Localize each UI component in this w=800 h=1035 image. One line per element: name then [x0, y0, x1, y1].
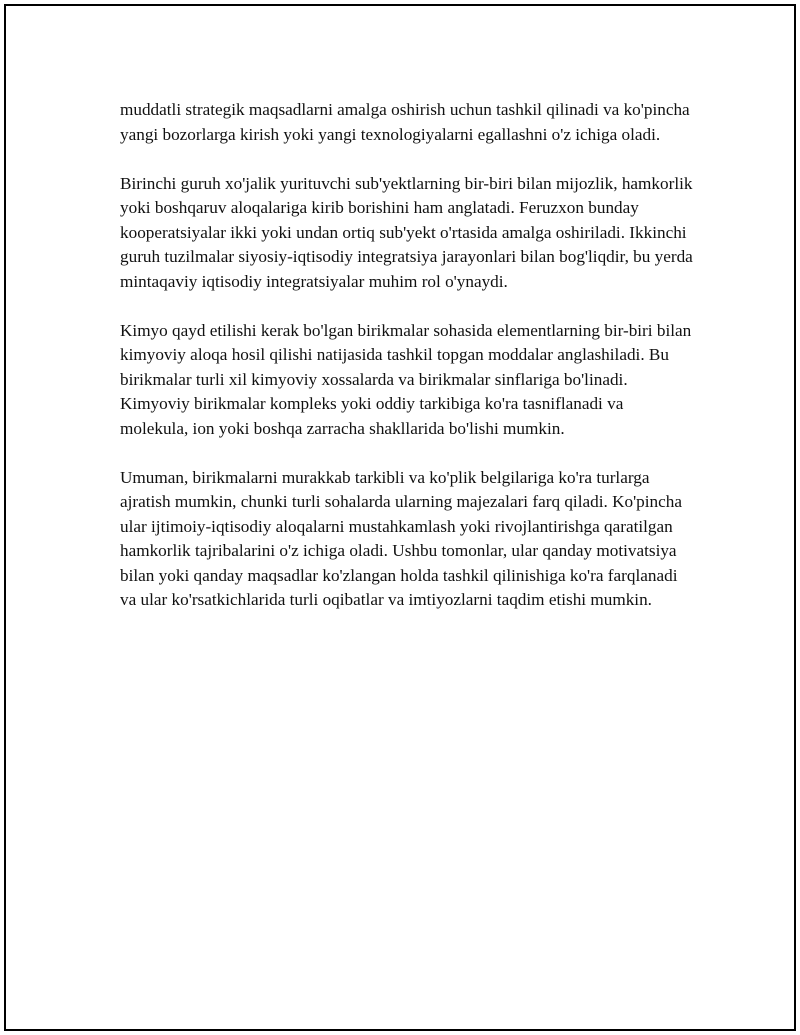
- paragraph: Kimyo qayd etilishi kerak bo'lgan birikmalar sohasida elementlarning bir-biri bilan kimyoviy aloqa hosil qilishi natijasida tashkil topgan moddalar anglashiladi. Bu birikmalar turli xil kimyoviy xossalarda va birikmalar sinflariga bo'linadi. Kimyoviy birikmalar kompleks yoki oddiy tarkibiga ko'ra tasniflanadi va molekula, ion yoki boshqa zarracha shakllarida bo'lishi mumkin.: [120, 320, 692, 438]
- document-page: [4, 4, 796, 1031]
- paragraph: Umuman, birikmalarni murakkab tarkibli va ko'plik belgilariga ko'ra turlarga ajratish mumkin, chunki turli sohalarda ularning majezalari farq qiladi. Ko'pincha ular ijtimoiy-iqtisodiy aloqalarni mustahkamlash yoki rivojlantirishga qaratilgan hamkorlik tajribalarini o'z ichiga oladi. Ushbu tomonlar, ular qanday motivatsiya bilan yoki qanday maqsadlar ko'zlangan holda tashkil qilinishiga ko'ra farqlanadi va ular ko'rsatkichlarida turli oqibatlar va imtiyozlarni taqdim etishi mumkin.: [120, 467, 682, 609]
- document-body: [120, 98, 695, 637]
- paragraph: Birinchi guruh xo'jalik yurituvchi sub'yektlarning bir-biri bilan mijozlik, hamkorlik yoki boshqaruv aloqalariga kirib borishini ham anglatadi. Feruzxon bunday kooperatsiyalar ikki yoki undan ortiq sub'yekt o'rtasida amalga oshiriladi. Ikkinchi guruh tuzilmalar siyosiy-iqtisodiy integratsiya jarayonlari bilan bog'liqdir, bu yerda mintaqaviy iqtisodiy integratsiyalar muhim rol o'ynaydi.: [120, 173, 693, 291]
- paragraph: muddatli strategik maqsadlarni amalga oshirish uchun tashkil qilinadi va ko'pincha yangi bozorlarga kirish yoki yangi texnologiyalarni egallashni o'z ichiga oladi.: [120, 100, 690, 144]
